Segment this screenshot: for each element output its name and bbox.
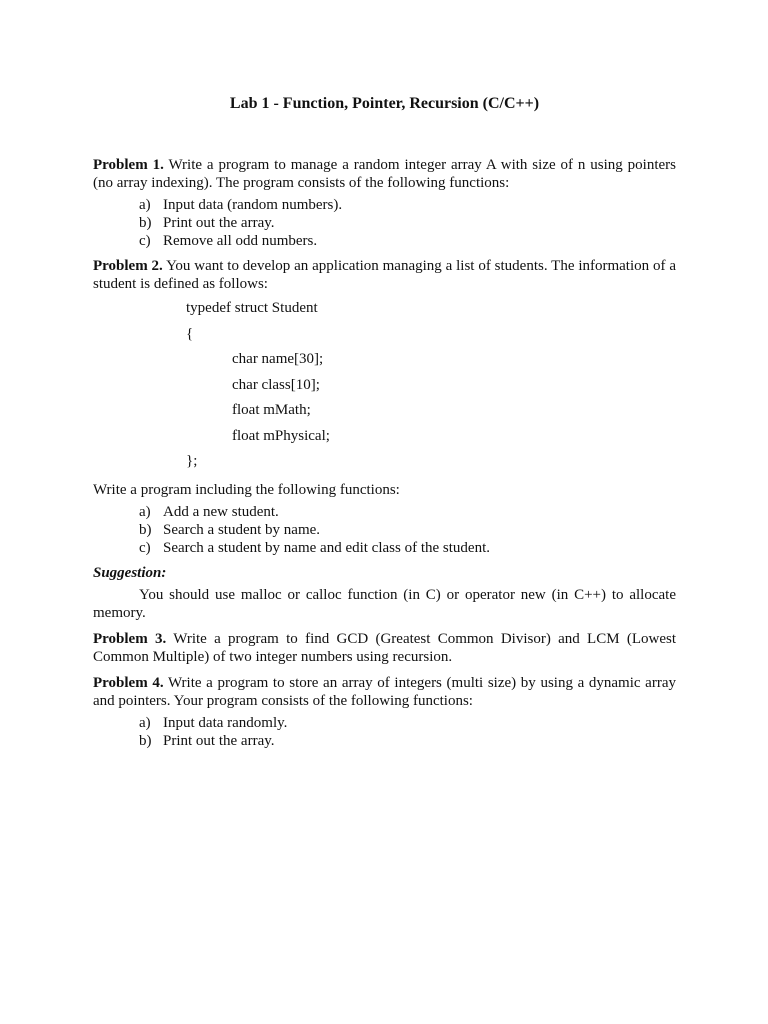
list-item-text: Remove all odd numbers.: [163, 233, 318, 249]
code-line: };: [186, 453, 198, 469]
problem-4-text: Write a program to store an array of integers (multi size) by using a dynamic array and pointers. Your program consists of the following functions:: [93, 674, 676, 709]
problem-2-label: Problem 2.: [93, 258, 163, 274]
document-page: [93, 94, 676, 757]
list-marker: b): [139, 215, 152, 231]
list-item-text: Print out the array.: [163, 732, 275, 749]
code-line: typedef struct Student: [186, 300, 318, 316]
problem-4-list: [93, 714, 676, 750]
problem-1-paragraph: [93, 156, 676, 192]
suggestion-text: You should use malloc or calloc function (in C) or operator new (in C++) to allocate memory.: [93, 586, 676, 621]
list-marker: c): [139, 233, 151, 249]
document-title: Lab 1 - Function, Pointer, Recursion (C/C++): [229, 95, 540, 112]
code-line: {: [186, 325, 194, 342]
list-item: [139, 539, 676, 557]
list-item: [139, 214, 676, 232]
list-marker: b): [139, 732, 152, 749]
list-marker: a): [139, 197, 151, 213]
list-marker: b): [139, 521, 152, 538]
list-marker: a): [139, 503, 151, 520]
list-marker: c): [139, 539, 151, 556]
code-line: float mMath;: [232, 402, 311, 418]
problem-2-list: [93, 503, 676, 557]
problem-1-label: Problem 1.: [93, 157, 164, 173]
suggestion-label: Suggestion:: [93, 564, 167, 581]
problem-4-label: Problem 4.: [93, 674, 164, 691]
problem-3-text: Write a program to find GCD (Greatest Common Divisor) and LCM (Lowest Common Multiple) of two integer numbers using recursion.: [93, 630, 676, 665]
list-item-text: Input data (random numbers).: [163, 197, 343, 213]
problem-1-list: [93, 196, 676, 250]
list-item: [139, 732, 676, 750]
problem-2-paragraph: [93, 257, 676, 293]
list-item: [139, 232, 676, 250]
list-item-text: Search a student by name.: [163, 521, 321, 538]
list-item-text: Print out the array.: [163, 215, 275, 231]
list-item: [139, 196, 676, 214]
list-item: [139, 521, 676, 539]
list-item: [139, 714, 676, 732]
student-struct-code: [186, 299, 676, 478]
problem-3-paragraph: [93, 630, 676, 666]
list-item-text: Search a student by name and edit class of the student.: [163, 539, 490, 556]
list-item: [139, 503, 676, 521]
problem-2-text: You want to develop an application managing a list of students. The information of a student is defined as follows:: [93, 258, 676, 292]
code-line: float mPhysical;: [232, 427, 330, 444]
list-marker: a): [139, 714, 151, 731]
problem-1-text: Write a program to manage a random integer array A with size of n using pointers (no array indexing). The program consists of the following functions:: [93, 157, 676, 191]
list-item-text: Add a new student.: [163, 503, 279, 520]
problem-2-after-text: Write a program including the following functions:: [93, 481, 400, 498]
problem-3-label: Problem 3.: [93, 630, 167, 647]
list-item-text: Input data randomly.: [163, 714, 288, 731]
problem-4-paragraph: [93, 674, 676, 710]
code-line: char name[30];: [232, 351, 324, 367]
code-line: char class[10];: [232, 376, 320, 393]
